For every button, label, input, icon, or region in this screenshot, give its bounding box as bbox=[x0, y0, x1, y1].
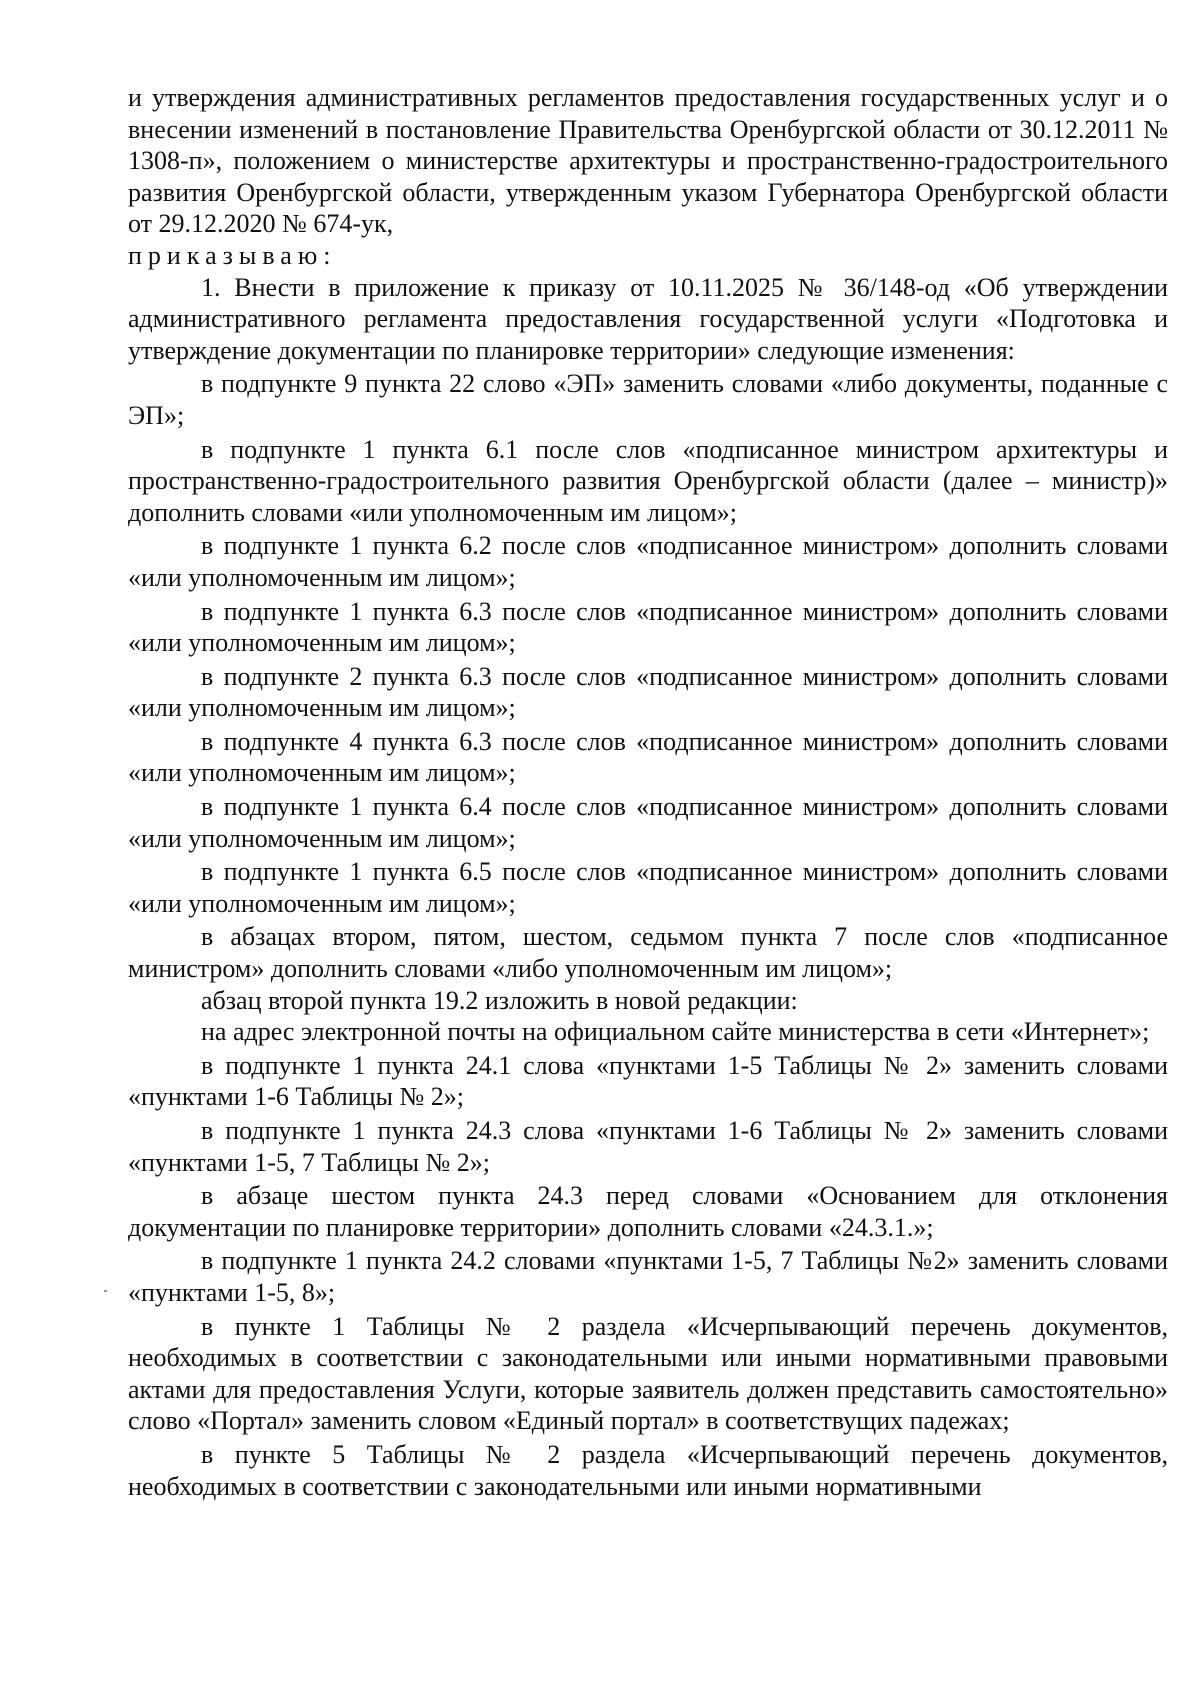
paragraph-change-7: в подпункте 1 пункта 6.4 после слов «подписанное министром» дополнить словами «или уполномоченным им лицом»; bbox=[128, 792, 1168, 853]
paragraph-change-10: абзац второй пункта 19.2 изложить в новой редакции: bbox=[201, 985, 798, 1015]
paragraph-change-15: в пункте 1 Таблицы № 2 раздела «Исчерпывающий перечень документов, необходимых в соответствии с законодательными или иными нормативными правовыми актами для предоставления Услуги, которые заявитель должен представить самостоятельно» слово «Портал» заменить словом «Единый портал» в соответствущих падежах; bbox=[128, 1311, 1168, 1436]
paragraph-legal-basis: и утверждения административных регламентов предоставления государственных услуг и о внесении изменений в постановление Правительства Оренбургской области от 30.12.2011 № 1308-п», положением о министерстве архитектуры и пространственно-градостроительного развития Оренбургской области, утвержденным указом Губернатора Оренбургской области от 29.12.2020 № 674-ук, bbox=[128, 83, 1168, 239]
paragraph-change-6: в подпункте 4 пункта 6.3 после слов «подписанное министром» дополнить словами «или уполномоченным им лицом»; bbox=[128, 726, 1168, 788]
paragraph-change-11: в подпункте 1 пункта 24.1 слова «пунктами 1-5 Таблицы № 2» заменить словами «пунктами 1-6 Таблицы № 2»; bbox=[128, 1050, 1168, 1112]
paragraph-change-4: в подпункте 1 пункта 6.3 после слов «подписанное министром» дополнить словами «или уполномоченным им лицом»; bbox=[128, 596, 1168, 658]
paragraph-change-2: в подпункте 1 пункта 6.1 после слов «подписанное министром архитектуры и пространственно-градостроительного развития Оренбургской области (далее – министр)» дополнить словами «или уполномоченным им лицом»; bbox=[128, 434, 1168, 527]
paragraph-change-9: в абзацах втором, пятом, шестом, седьмом пункта 7 после слов «подписанное министром» дополнить словами «либо уполномоченным им лицом»; bbox=[128, 922, 1168, 984]
paragraph-change-14: в подпункте 1 пункта 24.2 словами «пунктами 1-5, 7 Таблицы №2» заменить словами «пунктами 1-5, 8»; bbox=[128, 1246, 1168, 1307]
paragraph-new-wording: на адрес электронной почты на официальном сайте министерства в сети «Интернет»; bbox=[201, 1017, 1150, 1047]
scan-speck bbox=[104, 1290, 107, 1292]
paragraph-change-16: в пункте 5 Таблицы № 2 раздела «Исчерпывающий перечень документов, необходимых в соответствии с законодательными или иными нормативными bbox=[128, 1439, 1168, 1501]
paragraph-change-5: в подпункте 2 пункта 6.3 после слов «подписанное министром» дополнить словами «или уполномоченным им лицом»; bbox=[128, 661, 1168, 723]
paragraph-change-3: в подпункте 1 пункта 6.2 после слов «подписанное министром» дополнить словами «или уполномоченным им лицом»; bbox=[128, 531, 1168, 592]
paragraph-change-1: в подпункте 9 пункта 22 слово «ЭП» заменить словами «либо документы, поданные с ЭП»; bbox=[128, 369, 1168, 430]
document-body bbox=[128, 82, 1168, 1502]
paragraph-change-13: в абзаце шестом пункта 24.3 перед словами «Основанием для отклонения документации по планировке территории» дополнить словами «24.3.1.»; bbox=[128, 1181, 1168, 1242]
paragraph-order-word: приказываю: bbox=[128, 240, 337, 270]
paragraph-change-12: в подпункте 1 пункта 24.3 слова «пунктами 1-6 Таблицы № 2» заменить словами «пунктами 1-5, 7 Таблицы № 2»; bbox=[128, 1116, 1168, 1177]
paragraph-change-8: в подпункте 1 пункта 6.5 после слов «подписанное министром» дополнить словами «или уполномоченным им лицом»; bbox=[128, 857, 1168, 918]
paragraph-item-1: 1. Внести в приложение к приказу от 10.11.2025 № 36/148-од «Об утверждении административного регламента предоставления государственной услуги «Подготовка и утверждение документации по планировке территории» следующие изменения: bbox=[128, 272, 1168, 365]
